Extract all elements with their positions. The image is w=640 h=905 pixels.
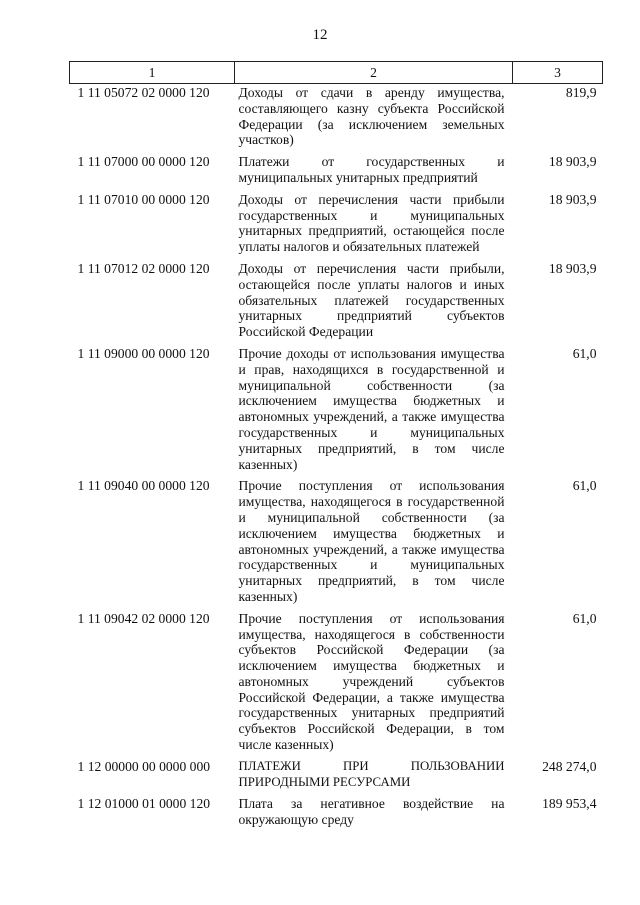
row-code: 1 11 07000 00 0000 120 xyxy=(77,154,210,170)
row-name: Плата за негативное воздействие на окружающую среду xyxy=(238,796,505,828)
row-code: 1 12 00000 00 0000 000 xyxy=(77,758,211,774)
column-header-name: 2 xyxy=(235,62,513,84)
row-code: 1 11 07010 00 0000 120 xyxy=(77,191,210,207)
table-row xyxy=(70,795,603,833)
row-amount: 18 903,9 xyxy=(548,154,597,170)
table-row xyxy=(70,84,603,154)
row-code: 1 11 05072 02 0000 120 xyxy=(77,85,210,100)
row-code: 1 12 01000 01 0000 120 xyxy=(77,796,211,812)
row-name: Платежи от государственных и муниципальных унитарных предприятий xyxy=(238,154,505,185)
row-name: Прочие поступления от использования имущества, находящегося в собственности субъектов Российской Федерации (за исключением имущества бюджетных и автономных учреждений субъектов Российской Федерации, а также имущества государственных унитарных предприятий субъектов Российской Федерации, в том числе казенных) xyxy=(238,610,505,753)
row-code: 1 11 07012 02 0000 120 xyxy=(77,260,210,276)
column-header-amount: 3 xyxy=(513,62,603,84)
row-name: Доходы от перечисления части прибыли государственных и муниципальных унитарных предприятий, остающейся после уплаты налогов и обязательных платежей xyxy=(238,191,505,255)
row-amount: 819,9 xyxy=(565,85,597,100)
row-amount: 189 953,4 xyxy=(542,796,597,812)
table-row xyxy=(70,153,603,191)
row-amount: 61,0 xyxy=(572,478,597,494)
page-number: 12 xyxy=(312,27,328,43)
column-header-code: 1 xyxy=(70,62,235,84)
row-name: Доходы от сдачи в аренду имущества, составляющего казну субъекта Российской Федерации (за исключением земельных участков) xyxy=(238,85,505,148)
row-amount: 18 903,9 xyxy=(548,191,597,207)
table-row xyxy=(70,345,603,477)
table-row xyxy=(70,477,603,609)
row-name: ПЛАТЕЖИ ПРИ ПОЛЬЗОВАНИИ ПРИРОДНЫМИ РЕСУРСАМИ xyxy=(238,758,505,789)
row-amount: 61,0 xyxy=(572,345,597,361)
table-row xyxy=(70,758,603,796)
row-amount: 18 903,9 xyxy=(548,260,597,276)
table-header-row xyxy=(70,62,603,84)
table-row xyxy=(70,610,603,758)
revenue-table xyxy=(69,61,603,833)
row-amount: 248 274,0 xyxy=(542,758,597,774)
table-row xyxy=(70,191,603,260)
table-row xyxy=(70,260,603,345)
row-name: Прочие поступления от использования имущества, находящегося в государственной и муниципальной собственности (за исключением имущества бюджетных и автономных учреждений, а также имущества государственных и муниципальных унитарных предприятий, в том числе казенных) xyxy=(238,478,505,604)
row-code: 1 11 09040 00 0000 120 xyxy=(77,478,210,494)
row-amount: 61,0 xyxy=(572,610,597,626)
row-name: Прочие доходы от использования имущества и прав, находящихся в государственной и муниципальной собственности (за исключением имущества бюджетных и автономных учреждений, а также имущества государственных и муниципальных унитарных предприятий, в том числе казенных) xyxy=(238,345,505,472)
row-code: 1 11 09000 00 0000 120 xyxy=(77,345,210,361)
row-code: 1 11 09042 02 0000 120 xyxy=(77,610,210,626)
row-name: Доходы от перечисления части прибыли, остающейся после уплаты налогов и иных обязательных платежей государственных унитарных предприятий субъектов Российской Федерации xyxy=(238,260,505,340)
